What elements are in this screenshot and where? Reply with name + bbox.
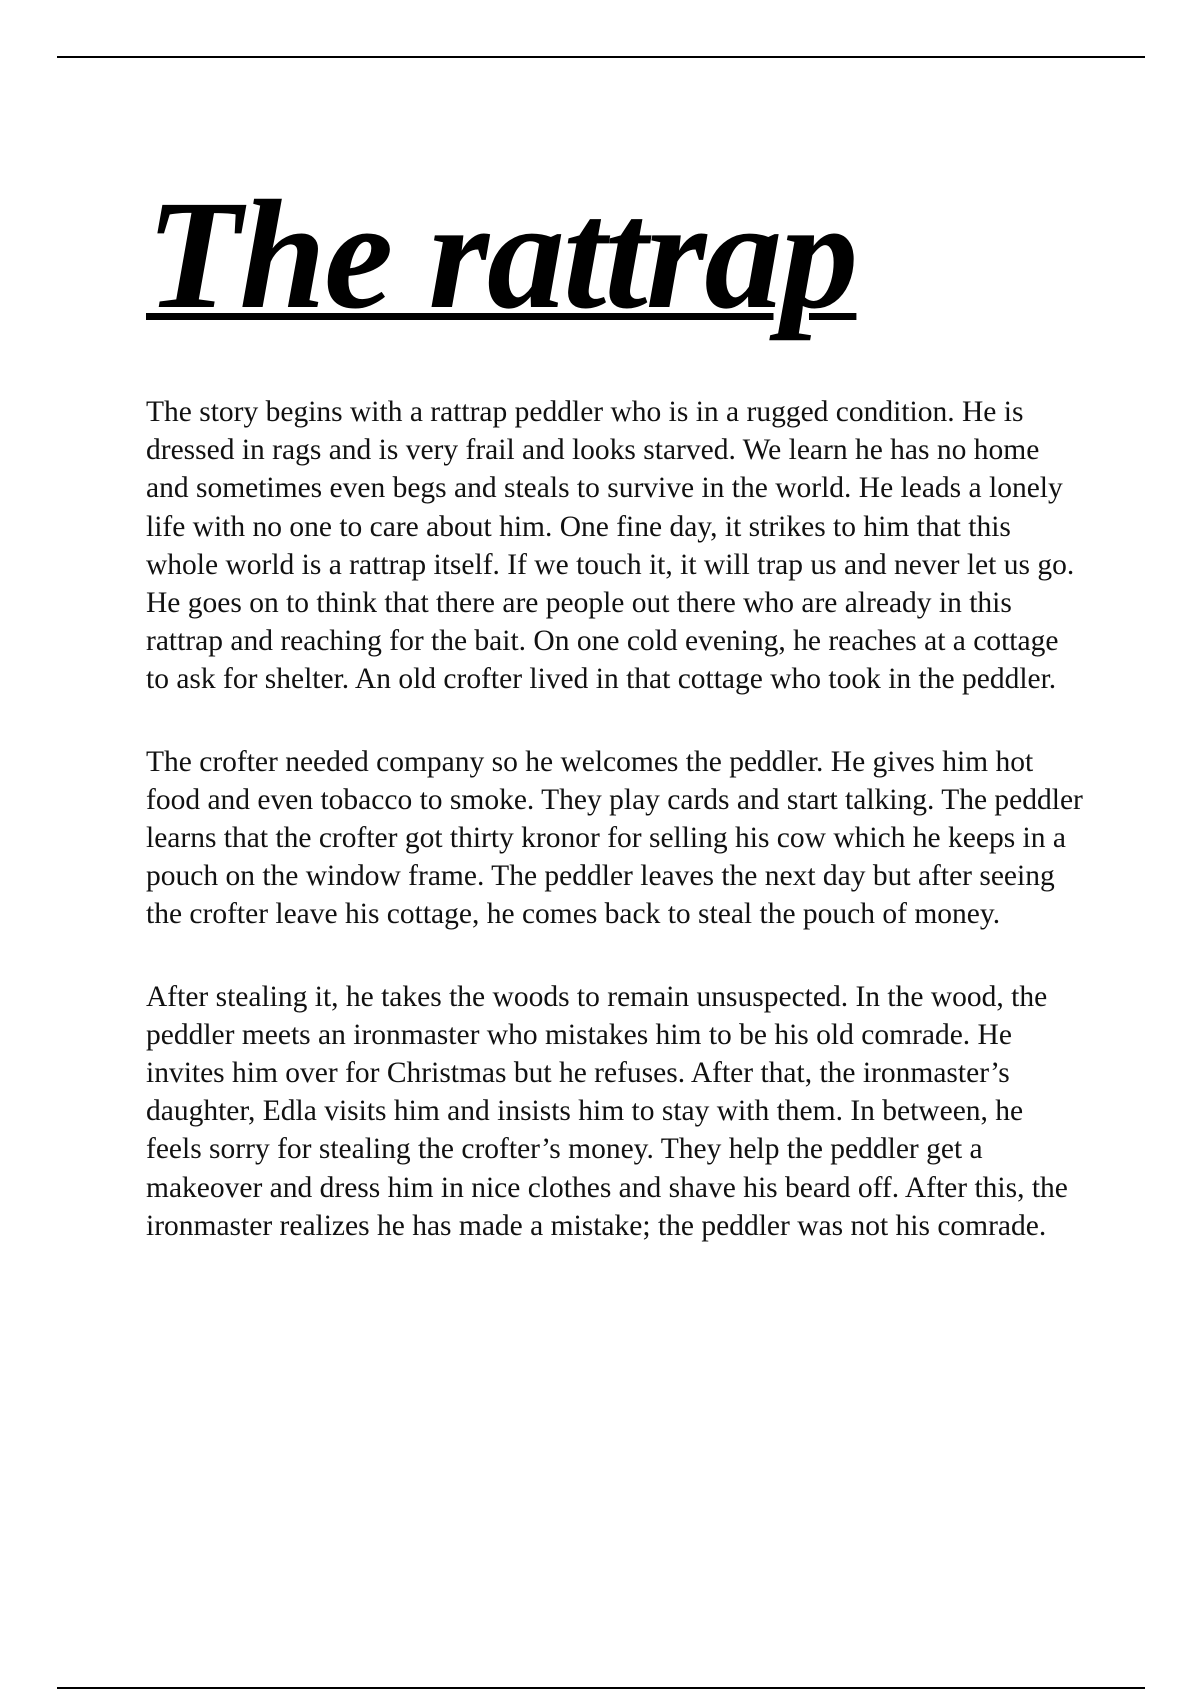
- top-rule: [57, 56, 1145, 58]
- paragraph-3: After stealing it, he takes the woods to remain unsuspected. In the wood, the peddler meets an ironmaster who mistakes him to be his old comrade. He invites him over for Christmas but he refuses. After that, the ironmaster’s daughter, Edla visits him and insists him to stay with them. In between, he feels sorry for stealing the crofter’s money. They help the peddler get a makeover and dress him in nice clothes and shave his beard off. After this, the ironmaster realizes he has made a mistake; the peddler was not his comrade.: [146, 980, 1068, 1242]
- page-title: The rattrap: [146, 168, 857, 341]
- bottom-rule: [57, 1687, 1145, 1689]
- paragraph-1: The story begins with a rattrap peddler who is in a rugged condition. He is dressed in rags and is very frail and looks starved. We learn he has no home and sometimes even begs and steals to survive in the world. He leads a lonely life with no one to care about him. One fine day, it strikes to him that this whole world is a rattrap itself. If we touch it, it will trap us and never let us go. He goes on to think that there are people out there who are already in this rattrap and reaching for the bait. On one cold evening, he reaches at a cottage to ask for shelter. An old crofter lived in that cottage who took in the peddler.: [146, 396, 1075, 696]
- document-body: [146, 393, 1086, 1289]
- paragraph-2: The crofter needed company so he welcomes the peddler. He gives him hot food and even tobacco to smoke. They play cards and start talking. The peddler learns that the crofter got thirty kronor for selling his cow which he keeps in a pouch on the window frame. The peddler leaves the next day but after seeing the crofter leave his cottage, he comes back to steal the pouch of money.: [146, 745, 1083, 931]
